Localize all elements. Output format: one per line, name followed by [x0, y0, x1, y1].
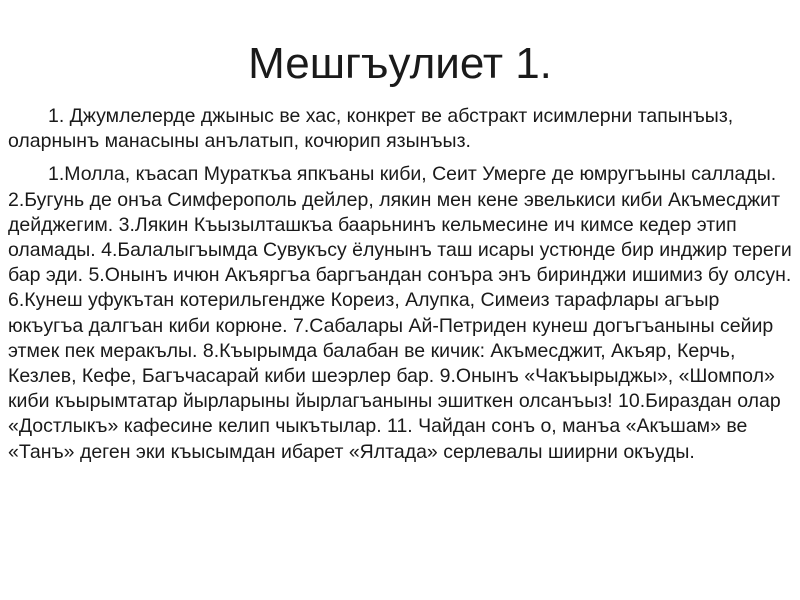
slide-body	[8, 104, 794, 465]
task-instruction: 1. Джумлелерде джыныс ве хас, конкрет ве абстракт исимлерни тапынъыз, оларнынъ манасыны анълатып, кочюрип язынъыз.	[8, 105, 734, 153]
slide-title: Мешгъулиет 1.	[248, 39, 552, 88]
task-sentences: 1.Молла, къасап Мураткъа япкъаны киби, Сеит Умерге де юмругъыны саллады. 2.Бугунь де онъа Симферополь дейлер, лякин мен кене эвелькиси киби Акъмесджит дейджегим. 3.Лякин Къызылташкъа баарьнинъ кельмесине ич кимсе кедер этип оламады. 4.Балалыгъымда Сувукъсу ёлунынъ таш исары устюнде бир инджир тереги бар эди. 5.Онынъ ичюн Акъяргъа баргъандан сонъра энъ биринджи ишимиз бу олсун. 6.Кунеш уфукътан котерильгендже Кореиз, Алупка, Симеиз тарафлары агъыр юкъугъа далгъан киби корюне. 7.Сабалары Ай-Петриден кунеш догъгъаныны сейир этмек пек меракълы. 8.Къырымда балабан ве кичик: Акъмесджит, Акъяр, Керчь, Кезлев, Кефе, Багъчасарай киби шеэрлер бар. 9.Онынъ «Чакъырыджы», «Шомпол» киби къырымтатар йырларыны йырлагъаныны эшиткен олсанъыз! 10.Бираздан олар «Достлыкъ» кафесине келип чыкътылар. 11. Чайдан сонъ о, манъа «Акъшам» ве «Танъ» деген эки къысымдан ибарет «Ялтада» серлевалы шиирни окъуды.	[8, 163, 792, 463]
